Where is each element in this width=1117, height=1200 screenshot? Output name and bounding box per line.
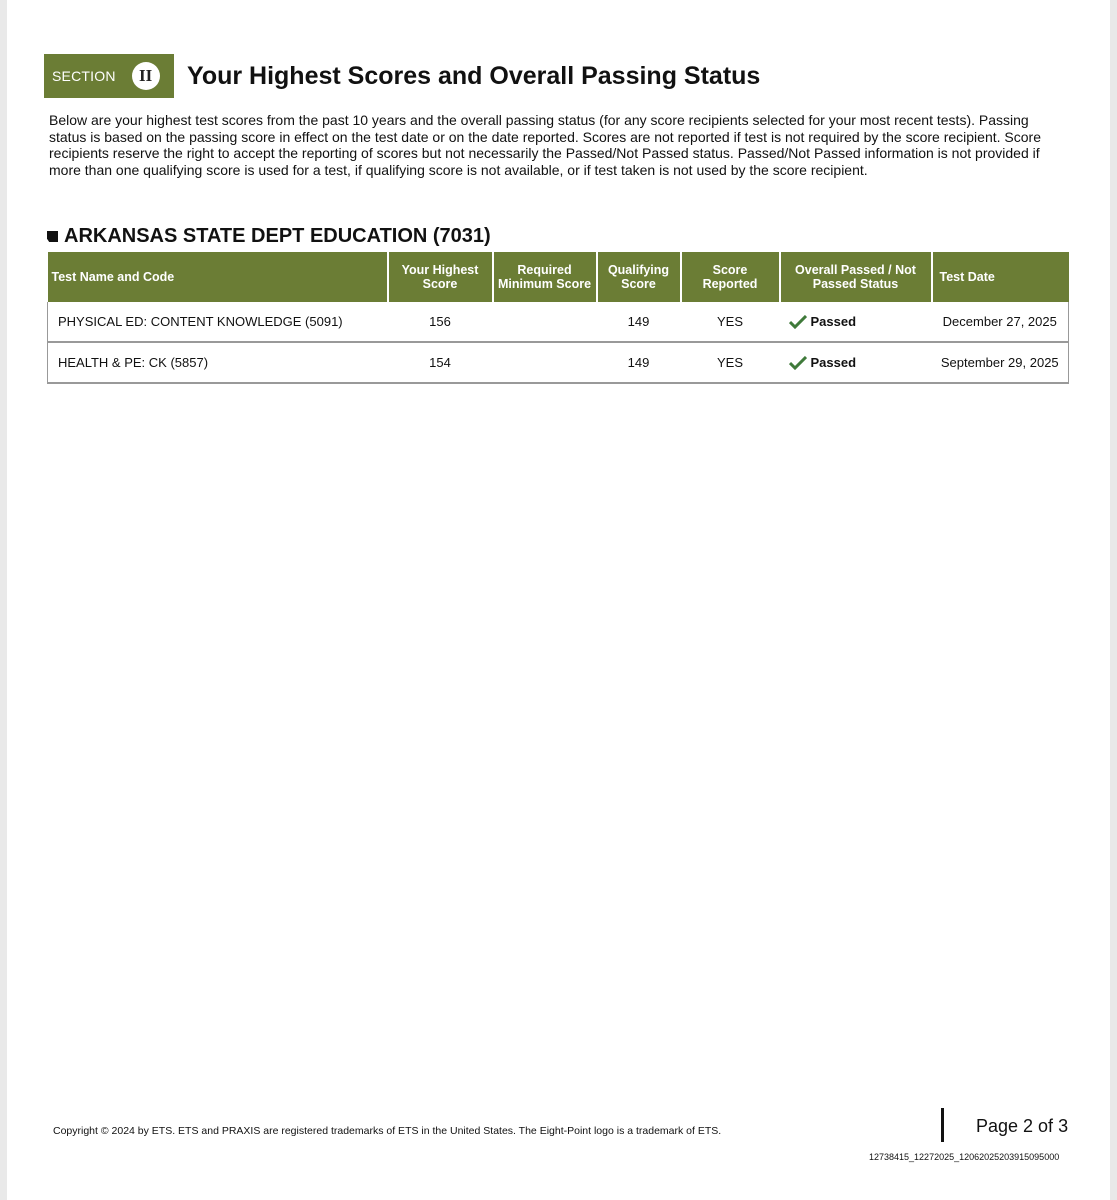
status-text: Passed (810, 355, 857, 370)
header-status: Overall Passed / Not Passed Status (780, 252, 932, 302)
table-header-row (48, 252, 1069, 302)
cell-highest-score: 156 (388, 302, 493, 342)
cell-highest-score: 154 (388, 342, 493, 383)
section-label: SECTION (52, 68, 116, 84)
header-test-date: Test Date (932, 252, 1069, 302)
table-row (48, 302, 1069, 342)
header-required-minimum: Required Minimum Score (493, 252, 597, 302)
cell-test-name: PHYSICAL ED: CONTENT KNOWLEDGE (5091) (48, 302, 388, 342)
scores-table (47, 252, 1069, 384)
cell-score-reported: YES (681, 342, 780, 383)
cell-test-date: December 27, 2025 (932, 302, 1069, 342)
check-icon (789, 356, 807, 370)
recipient-name: ARKANSAS STATE DEPT EDUCATION (7031) (64, 225, 491, 247)
header-highest-score: Your Highest Score (388, 252, 493, 302)
status-text: Passed (810, 314, 857, 329)
cell-required-minimum (493, 302, 597, 342)
cell-required-minimum (493, 342, 597, 383)
header-score-reported: Score Reported (681, 252, 780, 302)
document-id: 12738415_12272025_12062025203915095000 (869, 1152, 1060, 1162)
page-number: Page 2 of 3 (976, 1116, 1069, 1136)
intro-paragraph: Below are your highest test scores from the past 10 years and the overall passing status (for any score recipients selected for your most recent tests). Passing status is based on the passing score in effect on the test date or on the date reported. Scores are not reported if test is not required by the score recipient. Score recipients reserve the right to accept the reporting of scores but not necessarily the Passed/Not Passed status. Passed/Not Passed information is not provided if more than one qualifying score is used for a test, if qualifying score is not available, or if test taken is not used by the score recipient. (49, 112, 1041, 178)
cell-test-name: HEALTH & PE: CK (5857) (48, 342, 388, 383)
check-icon (789, 315, 807, 329)
section-badge (44, 54, 174, 98)
score-recipient-heading (47, 225, 491, 248)
cell-qualifying-score: 149 (597, 302, 681, 342)
cell-status (780, 302, 932, 342)
table-row (48, 342, 1069, 383)
recipient-bullet-icon (47, 231, 58, 242)
cell-score-reported: YES (681, 302, 780, 342)
footer-divider (941, 1108, 944, 1142)
cell-test-date: September 29, 2025 (932, 342, 1069, 383)
cell-qualifying-score: 149 (597, 342, 681, 383)
document-page (7, 0, 1110, 1200)
header-test-name: Test Name and Code (48, 252, 388, 302)
header-qualifying-score: Qualifying Score (597, 252, 681, 302)
page-title: Your Highest Scores and Overall Passing Status (187, 62, 761, 90)
section-number: II (132, 62, 160, 90)
cell-status (780, 342, 932, 383)
copyright-notice: Copyright © 2024 by ETS. ETS and PRAXIS are registered trademarks of ETS in the United States. The Eight-Point logo is a trademark of ETS. (53, 1125, 722, 1137)
